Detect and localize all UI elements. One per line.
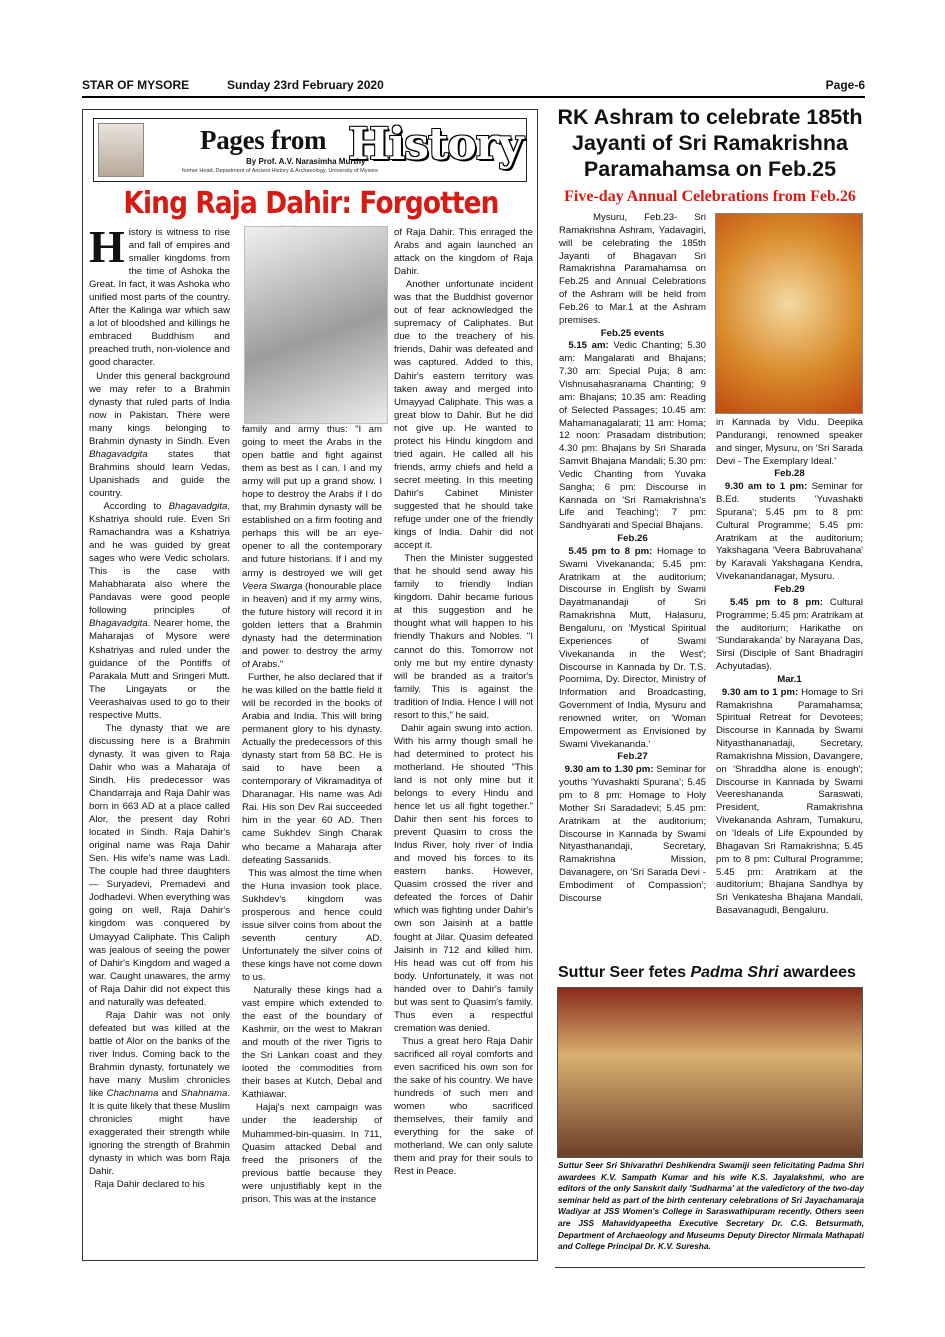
felicitation-photo (557, 987, 863, 1158)
suttur-headline: Suttur Seer fetes Padma Shri awardees (558, 964, 856, 981)
author-portrait (98, 123, 144, 177)
author-byline: By Prof. A.V. Narasimha Murthy (246, 157, 366, 166)
rk-column-1: Mysuru, Feb.23- Sri Ramakrishna Ashram, Yadavagiri, will be celebrating the 185th Jayanti of Bhagavan Sri Ramakrishna Paramahamsa on Feb.25 and Annual Celebrations of the Ashram will be held from Feb.26 to Mar.1 at the Ashram premises. Feb.25 events 5.15 am: Vedic Chanting; 5.30 am: Mangalarati and Bhajans; 7.30 am: Special Puja; 8 am: Vishnusahasranama Chanting; 9 am: Bhajans; 10.35 am: Reading of Selected Passages; 10.45 am: Mahamanagalarati; 11 am: Homa; 12 noon: Prasadam distribution; 4.30 pm: Bhajans by Sri Sharada Samvit Bhajana Mandali; 5.30 pm: Vedic Chanting from Yuvaka Sangha; 6 pm: Discourse in Kannada on 'Sri Ramakrishna's Life and Teaching'; 7 pm: Sandhyarati and Special Bhajans. Feb.26 5.45 pm to 8 pm: Homage to Swami Vivekananda; 5.45 pm: Aratrikam at the auditorium; Discourse in English by Swami Dayatmanandaji of Sri Ramakrishna Mutt, Halasuru, Bengaluru, on 'Mystical Spiritual Experiences of Swami Vivekananda in the West'; Discourse in Kannada by Dr. T.S. Poornima, Dy. Director, Ministry of Information and Broadcasting, Government of India, Mysuru and renowned writer, on 'Woman Empowerment as Envisioned by Swami Vivekananda.' Feb.27 9.30 am to 1.30 pm: Seminar for youths 'Yuvashakti Spurana'; 5.45 pm to 8 pm: Homage to Holy Mother Sri Saradadevi; 5.45 pm: Aratrikam at the auditorium; Discourse in Kannada by Swami Nityasthanandaji, Secretary, Ramakrishna Mission, Davanagere, on 'Sri Sarada Devi - Embodiment of Compassion'; Discourse (559, 212, 706, 904)
rk-ashram-subheadline: Five-day Annual Celebrations from Feb.26 (564, 188, 856, 205)
right-column-rule (555, 1267, 865, 1268)
header-rule (82, 96, 865, 98)
page-number: Page-6 (825, 78, 865, 92)
author-affiliation: former Head, Department of Ancient History & Archaeology, University of Mysore (182, 168, 379, 174)
raja-dahir-portrait (244, 226, 388, 424)
article-column-1: History is witness to rise and fall of empires and smaller kingdoms from the time of Ashoka the Great. In fact, it was Ashoka who unified most parts of the country. After the Kalinga war which saw a lot of bloodshed and killings he embraced Buddhism and preached truth, non-violence and good character. Under this general background we may refer to a Brahmin dynasty that ruled parts of India now in Pakistan. There were many kings belonging to Brahmin dynasty in Sindh. Even Bhagavadgita states that Brahmins should learn Vedas, Upanishads and guide the country. According to Bhagavadgita, Kshatriya should rule. Even Sri Ramachandra was a Kshatriya and he was guided by great sages who were Vedic scholars. This is the case with Mahabharata also where the Pandavas were good people following principles of Bhagavadgita. Nearer home, the Maharajas of Mysore were Kshatriyas and ruled under the guidance of the Pontiffs of Parakala Mutt and Sringeri Mutt. The Lingayats or the Veerashaivas used to go to their respective Mutts. The dynasty that we are discussing here is a Brahmin dynasty. It was given to Raja Dahir who was a Maharaja of Sindh. His predecessor was Chandarraja and Raja Dahir was born in 663 AD at a place called Alor, the present day Rohri located in Sindh. Raja Dahir's original name was Raja Dahir Sen. His wife's name was Ladi. The couple had three daughters — Suryadevi, Premadevi and Jodhadevi. When everything was going on well, Raja Dahir's kingdom was conquered by Umayyad Caliphate. This Caliph was jealous of seeing the power of Dahir's Kingdom and waged a war. Caught unawares, the army of Raja Dahir did not expect this and naturally was defeated. Raja Dahir was not only defeated but was killed at the battle of Alor on the banks of the river Indus. Coming back to the Brahmin dynasty, fortunately we have many Muslim chronicles like Chachnama and Shahnama. It is quite likely that these Muslim chronicles might have exaggerated their strength while ignoring the strength of Brahmin dynasty in which was born Raja Dahir. Raja Dahir declared to his (89, 221, 230, 1191)
photo-caption: Suttur Seer Sri Shivarathri Deshikendra Swamiji seen felicitating Padma Shri awardees K.V. Sampath Kumar and his wife K.S. Jayalakshmi, who are editors of the only Sanskrit daily 'Sudharma' at the valedictory of the two-day seminar held as part of the birth centenary celebrations of Sri Jayachamaraja Wadiyar at JSS Women's College in Saraswathipuram recently. Others seen are JSS Mahavidyapeetha Executive Secretary Dr. C.G. Betsurmath, Department of Archaeology and Museums Deputy Director Nirmala Mathapati and College Principal Dr. K.V. Suresha. (558, 1160, 864, 1252)
article-headline: King Raja Dahir: Forgotten (123, 186, 499, 221)
history-label: History (348, 119, 523, 170)
history-article (82, 109, 538, 1261)
pages-from-label: Pages from (200, 125, 327, 155)
article-column-3: of Raja Dahir. This enraged the Arabs and again launched an attack on the kingdom of Raja Dahir. Another unfortunate incident was that the Buddhist governor out of fear acknowledged the supremacy of Caliphates. But due to the treachery of his friends, Dahir was defeated and was captured. Added to this, Dahir's eastern territory was taken away and merged into Umayyad Caliphate. This was a great blow to Dahir. But he did not give up. He wanted to protect his Hindu kingdom and tried again. He called all his friends, army chiefs and held a secret meeting. In this meeting Dahir's Cabinet Minister suggested that he should take refuge under one of the friendly kings of India. Dahir did not accept it. Then the Minister suggested that he should send away his family to friendly Indian kingdom. Dahir became furious at this suggestion and he thought what will happen to his friendly Thakurs and Nobles. "I cannot do this. Tomorrow not only me but my entire dynasty will be branded as a traitor's family. This is against the tradition of India. Hence I will not resort to this," he said. Dahir again swung into action. With his army though small he had determined to protect his motherland. He shouted "This land is not only mine but it belongs to every Hindu and hence let us all fight together." Dahir then sent his forces to prevent Quasim to cross the Indus River, holy river of India and moved his forces to its eastern banks. However, Quasim crossed the river and defeated the forces of Dahir which was fighting under Dahir's own son Jaisinh at a battle fought at Jilar. Quasim defeated Jaisinh in 712 and killed him. His head was cut off from his body. Unfortunately, it was not handed over to Dahir's family but was sent to Quasim's family. Thus even a respectful cremation was denied. Thus a great hero Raja Dahir sacrificed all royal comforts and even sacrificed his own son for the sake of his country. We have hundreds of such men and women who sacrificed themselves, their family and everything for the sake of motherland. We can only salute them and pray for their souls to Rest in Peace. (394, 227, 533, 1178)
newspaper-name: STAR OF MYSORE (82, 78, 190, 92)
rk-ashram-headline: RK Ashram to celebrate 185th Jayanti of Sri Ramakrishna Paramahamsa on Feb.25 (557, 105, 863, 181)
page-header (82, 78, 865, 96)
rk-column-2: in Kannada by Vidu. Deepika Pandurangi, renowned speaker and singer, Mysuru, on 'Sri Sarada Devi - The Exemplary Ideal.' Feb.28 9.30 am to 1 pm: Seminar for B.Ed. students 'Yuvashakti Spurana'; 5.45 pm to 8 pm: Cultural Programme; 5.45 pm: Aratrikam at the auditorium; Yakshagana 'Veera Babruvahana' by Karavali Yakshagana Kendra, Vivekanandanagar, Mysuru. Feb.29 5.45 pm to 8 pm: Cultural Programme; 5.45 pm: Aratrikam at the auditorium; Harikathe on 'Sundarakanda' by Narayana Das, Sirsi (Disciple of Sant Bhadragiri Achyutadas). Mar.1 9.30 am to 1 pm: Homage to Sri Ramakrishna Paramahamsa; Spiritual Retreat for Devotees; Discourse in Kannada by Swami Nityasthananadaji, Secretary, Ramakrishna Mission, Davangere, on 'Shraddha alone is enough'; Discourse in Kannada by Swami Veereshananda Saraswati, President, Ramakrishna Vivekananda Ashram, Tumakuru, on 'Ideals of Life Expounded by Bhagavan Sri Ramakrishna; 5.45 pm to 8 pm: Cultural Programme; 5.45 pm: Aratrikam at the auditorium; Bhajana Sandhya by Sri Venkatesha Bhajana Mandali, Basavanagudi, Bengaluru. (716, 417, 863, 917)
ramakrishna-portrait (715, 213, 863, 414)
history-banner (93, 118, 527, 182)
article-column-2: family and army thus: "I am going to meet the Arabs in the open battle and fight against them as best as I can. I and my army will put up a grand show. I hope to destroy the Arabs if I do that, my Brahmin dynasty will be established on a firm footing and perhaps this will be an eye- opener to all the contemporary and future historians. If I and my army is destroyed we will get Veera Swarga (honourable place in heaven) and if my army wins, the future history will record it in golden letters that a Brahmin dynasty had the determination and power to destroy the army of Arabs." Further, he also declared that if he was killed on the battle field it will be recorded in the books of Arabia and India. This will bring permanent glory to his dynasty. Actually the predecessors of this dynasty start from 58 BC. He is said to have been a contemporary of Vikramaditya of Dharanagar. His name was Adi Rai. His son Dev Rai succeeded him in the year 60 AD. Then came Sukhdev Singh Charak who became a Maharaja after defeating Sassanids. This was almost the time when the Huna invasion took place. Sukhdev's kingdom was prosperous and hence could issue silver coins from about the seventh century AD. Unfortunately the silver coins of these kings have not come down to us. Naturally these kings had a vast empire which extended to the east of the boundary of Kashmir, on the west to Makran and mouth of the river Tigris to the Sri Lankan coast and they looted the commodities from their bases at Kutch, Debal and Kathiawar. Hajaj's next campaign was under the leadership of Muhammed-bin-quasim. In 711, Quasim attacked Debal and freed the prisoners of the previous battle because they were unjustifiably kept in the prison. This was at the instance (242, 424, 382, 1205)
issue-date: Sunday 23rd February 2020 (227, 78, 384, 92)
